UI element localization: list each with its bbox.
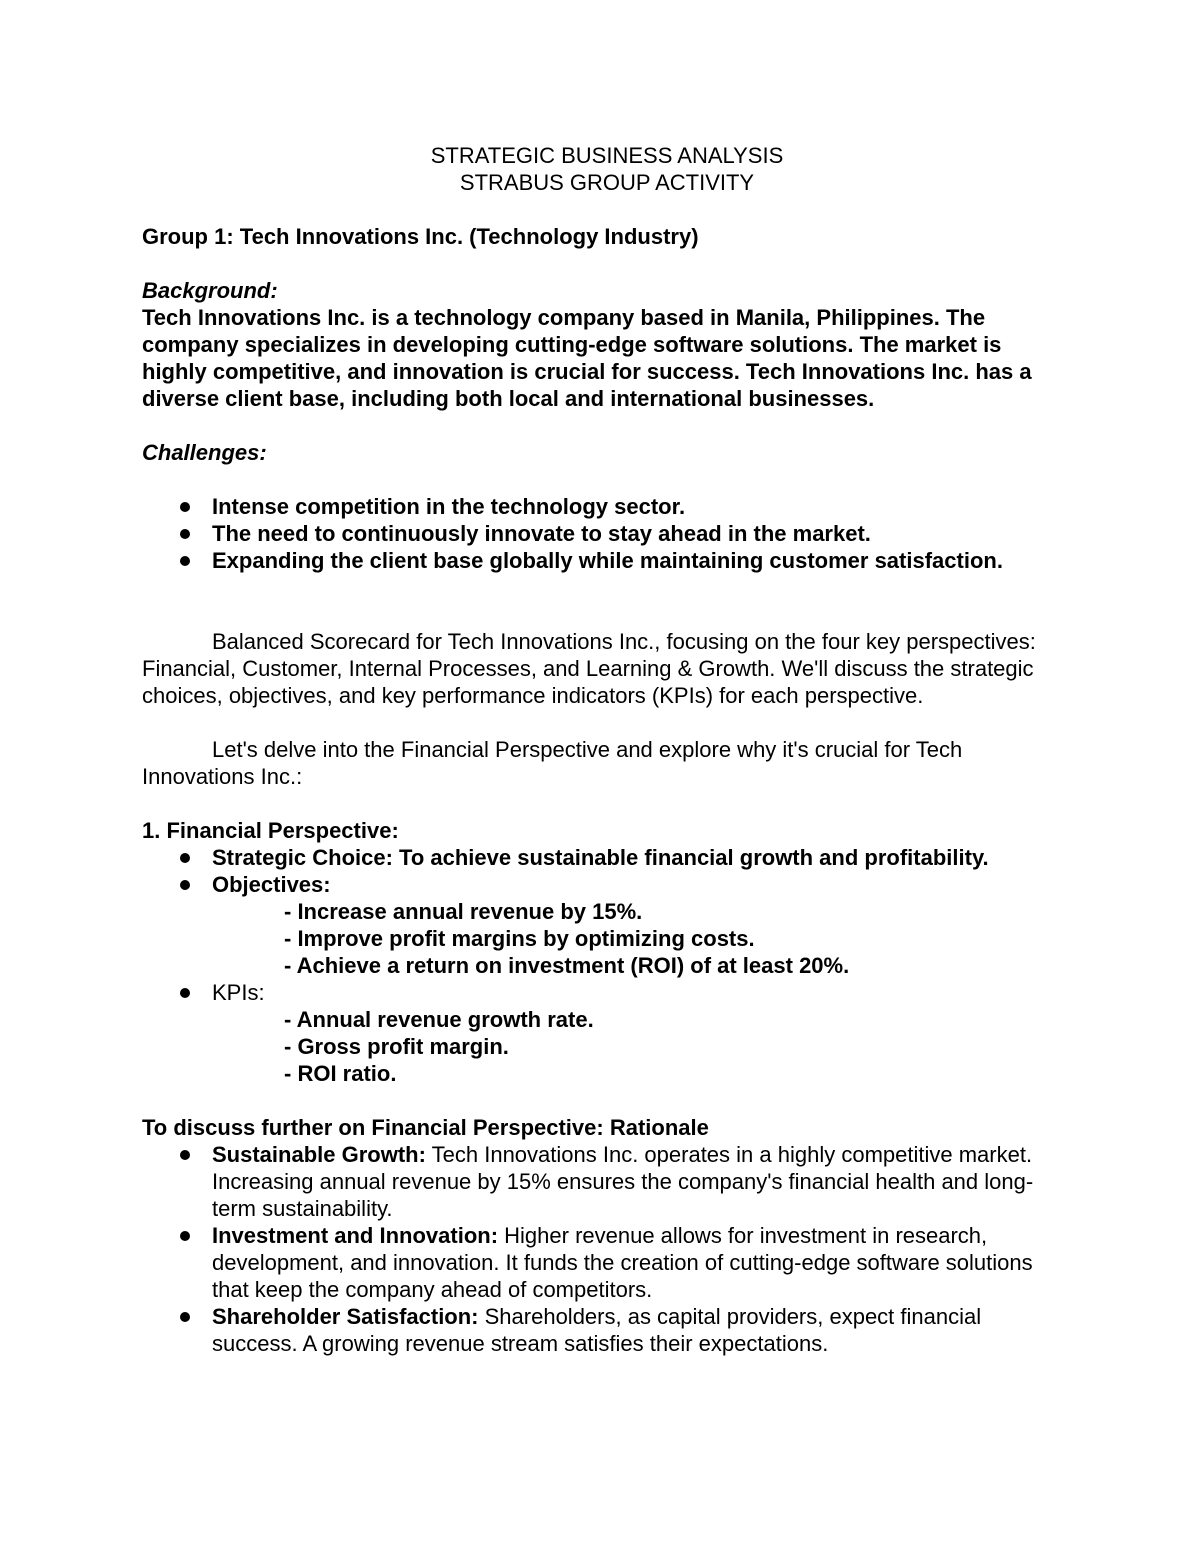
bullet-icon xyxy=(180,880,190,890)
kpi-list xyxy=(142,979,1072,1006)
intro-paragraph: Balanced Scorecard for Tech Innovations Inc., focusing on the four key perspectives: Financial, Customer, Internal Processes, and Learning & Growth. We'll discuss the strategic choices, objectives, and key performance indicators (KPIs) for each perspective. xyxy=(142,629,1036,708)
list-item: The need to continuously innovate to stay ahead in the market. xyxy=(142,520,1072,547)
list-item xyxy=(142,1303,1072,1357)
bullet-icon xyxy=(180,1150,190,1160)
background-text: Tech Innovations Inc. is a technology company based in Manila, Philippines. The company specializes in developing cutting-edge software solutions. The market is highly competitive, and innovation is crucial for success. Tech Innovations Inc. has a diverse client base, including both local and international businesses. xyxy=(142,305,1032,411)
intro-paragraph: Let's delve into the Financial Perspective and explore why it's crucial for Tech Innovations Inc.: xyxy=(142,737,963,789)
bullet-icon xyxy=(180,529,190,539)
list-item: KPIs: xyxy=(142,979,1072,1006)
bullet-icon xyxy=(180,556,190,566)
kpi-item: - ROI ratio. xyxy=(284,1061,397,1086)
bullet-icon xyxy=(180,853,190,863)
document-title: STRATEGIC BUSINESS ANALYSIS xyxy=(430,143,784,168)
rationale-heading: To discuss further on Financial Perspective: Rationale xyxy=(142,1115,709,1140)
kpi-item: - Annual revenue growth rate. xyxy=(284,1007,594,1032)
document-header xyxy=(142,142,1072,196)
list-item: Strategic Choice: To achieve sustainable financial growth and profitability. xyxy=(142,844,1072,871)
bullet-icon xyxy=(180,502,190,512)
kpi-item: - Gross profit margin. xyxy=(284,1034,509,1059)
background-label: Background: xyxy=(142,278,278,303)
challenges-label: Challenges: xyxy=(142,440,267,465)
challenges-list xyxy=(142,493,1072,574)
list-item xyxy=(142,1141,1072,1222)
objective-item: - Improve profit margins by optimizing costs. xyxy=(284,926,755,951)
list-item: Intense competition in the technology sector. xyxy=(142,493,1072,520)
group-heading: Group 1: Tech Innovations Inc. (Technology Industry) xyxy=(142,224,699,249)
document-page xyxy=(142,142,1072,1357)
rationale-text: Higher revenue allows for investment in research, development, and innovation. It funds the creation of cutting-edge software solutions that keep the company ahead of competitors. xyxy=(212,1223,1033,1302)
rationale-label: Investment and Innovation: xyxy=(212,1223,499,1248)
objective-item: - Increase annual revenue by 15%. xyxy=(284,899,643,924)
rationale-text: Shareholders, as capital providers, expect financial success. A growing revenue stream satisfies their expectations. xyxy=(212,1304,982,1356)
document-subtitle: STRABUS GROUP ACTIVITY xyxy=(459,170,755,195)
rationale-list xyxy=(142,1141,1072,1357)
list-item: Expanding the client base globally while maintaining customer satisfaction. xyxy=(142,547,1072,574)
financial-heading: 1. Financial Perspective: xyxy=(142,818,399,843)
list-item xyxy=(142,1222,1072,1303)
objective-item: - Achieve a return on investment (ROI) of at least 20%. xyxy=(284,953,850,978)
bullet-icon xyxy=(180,1231,190,1241)
financial-list xyxy=(142,844,1072,898)
bullet-icon xyxy=(180,988,190,998)
rationale-label: Shareholder Satisfaction: xyxy=(212,1304,479,1329)
list-item: Objectives: xyxy=(142,871,1072,898)
rationale-text: Tech Innovations Inc. operates in a highly competitive market. Increasing annual revenue by 15% ensures the company's financial health and long-term sustainability. xyxy=(212,1142,1034,1221)
bullet-icon xyxy=(180,1312,190,1322)
rationale-label: Sustainable Growth: xyxy=(212,1142,426,1167)
